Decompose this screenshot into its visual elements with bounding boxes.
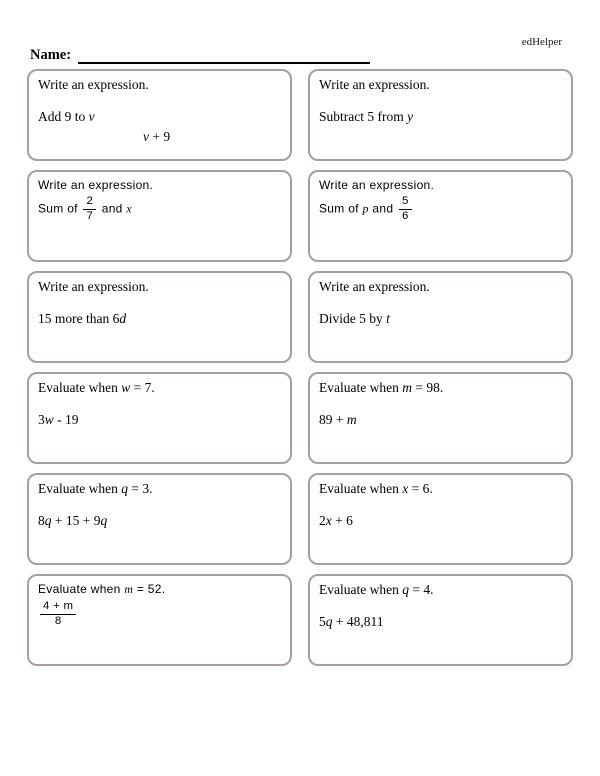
problem-line bbox=[319, 511, 562, 531]
problem-line bbox=[38, 196, 281, 223]
math-text: 3 bbox=[38, 412, 45, 427]
card-title bbox=[38, 178, 281, 192]
math-text: 6 bbox=[401, 209, 409, 222]
math-text: = 7. bbox=[130, 380, 155, 395]
math-variable: x bbox=[402, 481, 409, 496]
math-text: Evaluate when bbox=[319, 582, 403, 597]
fraction bbox=[40, 601, 76, 628]
problem-line bbox=[319, 196, 562, 223]
problem-line bbox=[38, 107, 281, 127]
problem-line bbox=[319, 612, 562, 632]
problem-card bbox=[308, 574, 573, 666]
math-text: Write an expression. bbox=[38, 77, 149, 92]
math-text: Sum of bbox=[319, 201, 363, 216]
fraction bbox=[83, 196, 96, 223]
math-text: 8 bbox=[54, 614, 62, 627]
fraction-denominator bbox=[83, 210, 96, 223]
fraction-denominator bbox=[40, 615, 76, 628]
problem-card bbox=[27, 69, 292, 161]
math-text: Evaluate when bbox=[319, 481, 403, 496]
math-text: 8 bbox=[38, 513, 45, 528]
card-title bbox=[319, 380, 562, 396]
math-text: Sum of bbox=[38, 201, 82, 216]
card-title bbox=[319, 481, 562, 497]
problem-line bbox=[319, 410, 562, 430]
math-variable: m bbox=[402, 380, 412, 395]
problem-line bbox=[38, 309, 281, 329]
math-text: 2 bbox=[319, 513, 326, 528]
name-blank-line bbox=[78, 47, 370, 64]
math-text: + 9 bbox=[149, 128, 171, 144]
problem-card bbox=[308, 271, 573, 363]
cards-grid bbox=[27, 69, 573, 666]
card-title bbox=[38, 279, 281, 295]
math-text: = 98. bbox=[411, 380, 444, 395]
math-text: 2 bbox=[86, 195, 94, 207]
math-text: Write an expression. bbox=[38, 178, 154, 192]
math-text: Evaluate when bbox=[38, 582, 125, 596]
problem-card bbox=[27, 271, 292, 363]
math-variable: q bbox=[100, 513, 108, 528]
problem-line bbox=[319, 309, 562, 329]
card-title bbox=[319, 77, 562, 93]
problem-card bbox=[308, 170, 573, 262]
problem-line bbox=[319, 107, 562, 127]
math-variable: q bbox=[325, 614, 333, 629]
math-text: Write an expression. bbox=[319, 178, 435, 192]
math-text: = 6. bbox=[408, 481, 433, 496]
math-text: 89 + bbox=[319, 412, 347, 427]
math-text: + 6 bbox=[331, 513, 353, 528]
card-title bbox=[38, 582, 281, 597]
math-variable: m bbox=[346, 412, 357, 427]
math-variable: v bbox=[88, 109, 95, 124]
math-variable: t bbox=[386, 311, 390, 326]
problem-card bbox=[27, 170, 292, 262]
problem-line bbox=[38, 601, 281, 628]
math-variable: v bbox=[143, 128, 149, 144]
math-variable: q bbox=[402, 582, 409, 597]
fraction-numerator bbox=[40, 601, 76, 615]
math-variable: y bbox=[407, 109, 414, 124]
math-text: Write an expression. bbox=[38, 279, 149, 294]
problem-card bbox=[308, 69, 573, 161]
math-text: = 52. bbox=[133, 582, 166, 596]
math-variable: w bbox=[121, 380, 131, 395]
math-text: Write an expression. bbox=[319, 77, 430, 92]
problem-card bbox=[308, 473, 573, 565]
card-title bbox=[38, 380, 281, 396]
brand-logo-text: edHelper bbox=[521, 36, 562, 48]
math-text: = 4. bbox=[408, 582, 434, 597]
fraction-numerator bbox=[399, 196, 412, 210]
card-title bbox=[38, 481, 281, 497]
problem-card bbox=[27, 574, 292, 666]
math-text: and bbox=[368, 201, 397, 216]
math-variable: x bbox=[126, 201, 132, 216]
problem-line bbox=[143, 127, 281, 147]
math-text: + 48,811 bbox=[332, 614, 384, 629]
math-variable: m bbox=[124, 582, 134, 596]
math-text: Add 9 to bbox=[38, 109, 89, 124]
fraction-denominator bbox=[399, 210, 412, 223]
math-variable: p bbox=[362, 201, 369, 216]
math-text: 7 bbox=[86, 209, 94, 222]
math-text: Evaluate when bbox=[38, 380, 122, 395]
problem-card bbox=[308, 372, 573, 464]
math-text: and bbox=[98, 201, 127, 216]
math-text: Divide 5 by bbox=[319, 311, 387, 326]
math-text: 4 + m bbox=[43, 600, 74, 612]
math-text: - 19 bbox=[53, 412, 79, 427]
math-variable: w bbox=[44, 412, 54, 427]
problem-card bbox=[27, 372, 292, 464]
problem-line bbox=[38, 511, 281, 531]
math-text: + 15 + 9 bbox=[51, 513, 101, 528]
math-text: Evaluate when bbox=[38, 481, 122, 496]
card-title bbox=[319, 178, 562, 192]
math-variable: q bbox=[121, 481, 128, 496]
card-title bbox=[38, 77, 281, 93]
math-variable: x bbox=[325, 513, 332, 528]
card-title bbox=[319, 279, 562, 295]
math-text: 5 bbox=[401, 195, 409, 207]
math-text: 5 bbox=[319, 614, 326, 629]
math-variable: q bbox=[44, 513, 52, 528]
math-text: Write an expression. bbox=[319, 279, 430, 294]
math-text: 15 more than 6 bbox=[38, 311, 120, 326]
fraction-numerator bbox=[83, 196, 96, 210]
math-text: = 3. bbox=[127, 481, 153, 496]
fraction bbox=[399, 196, 412, 223]
math-text: Evaluate when bbox=[319, 380, 403, 395]
card-title bbox=[319, 582, 562, 598]
problem-line bbox=[38, 410, 281, 430]
math-variable: d bbox=[119, 311, 127, 326]
name-label: Name: bbox=[30, 47, 72, 63]
name-row bbox=[30, 47, 370, 64]
math-text: Subtract 5 from bbox=[319, 109, 408, 124]
problem-card bbox=[27, 473, 292, 565]
